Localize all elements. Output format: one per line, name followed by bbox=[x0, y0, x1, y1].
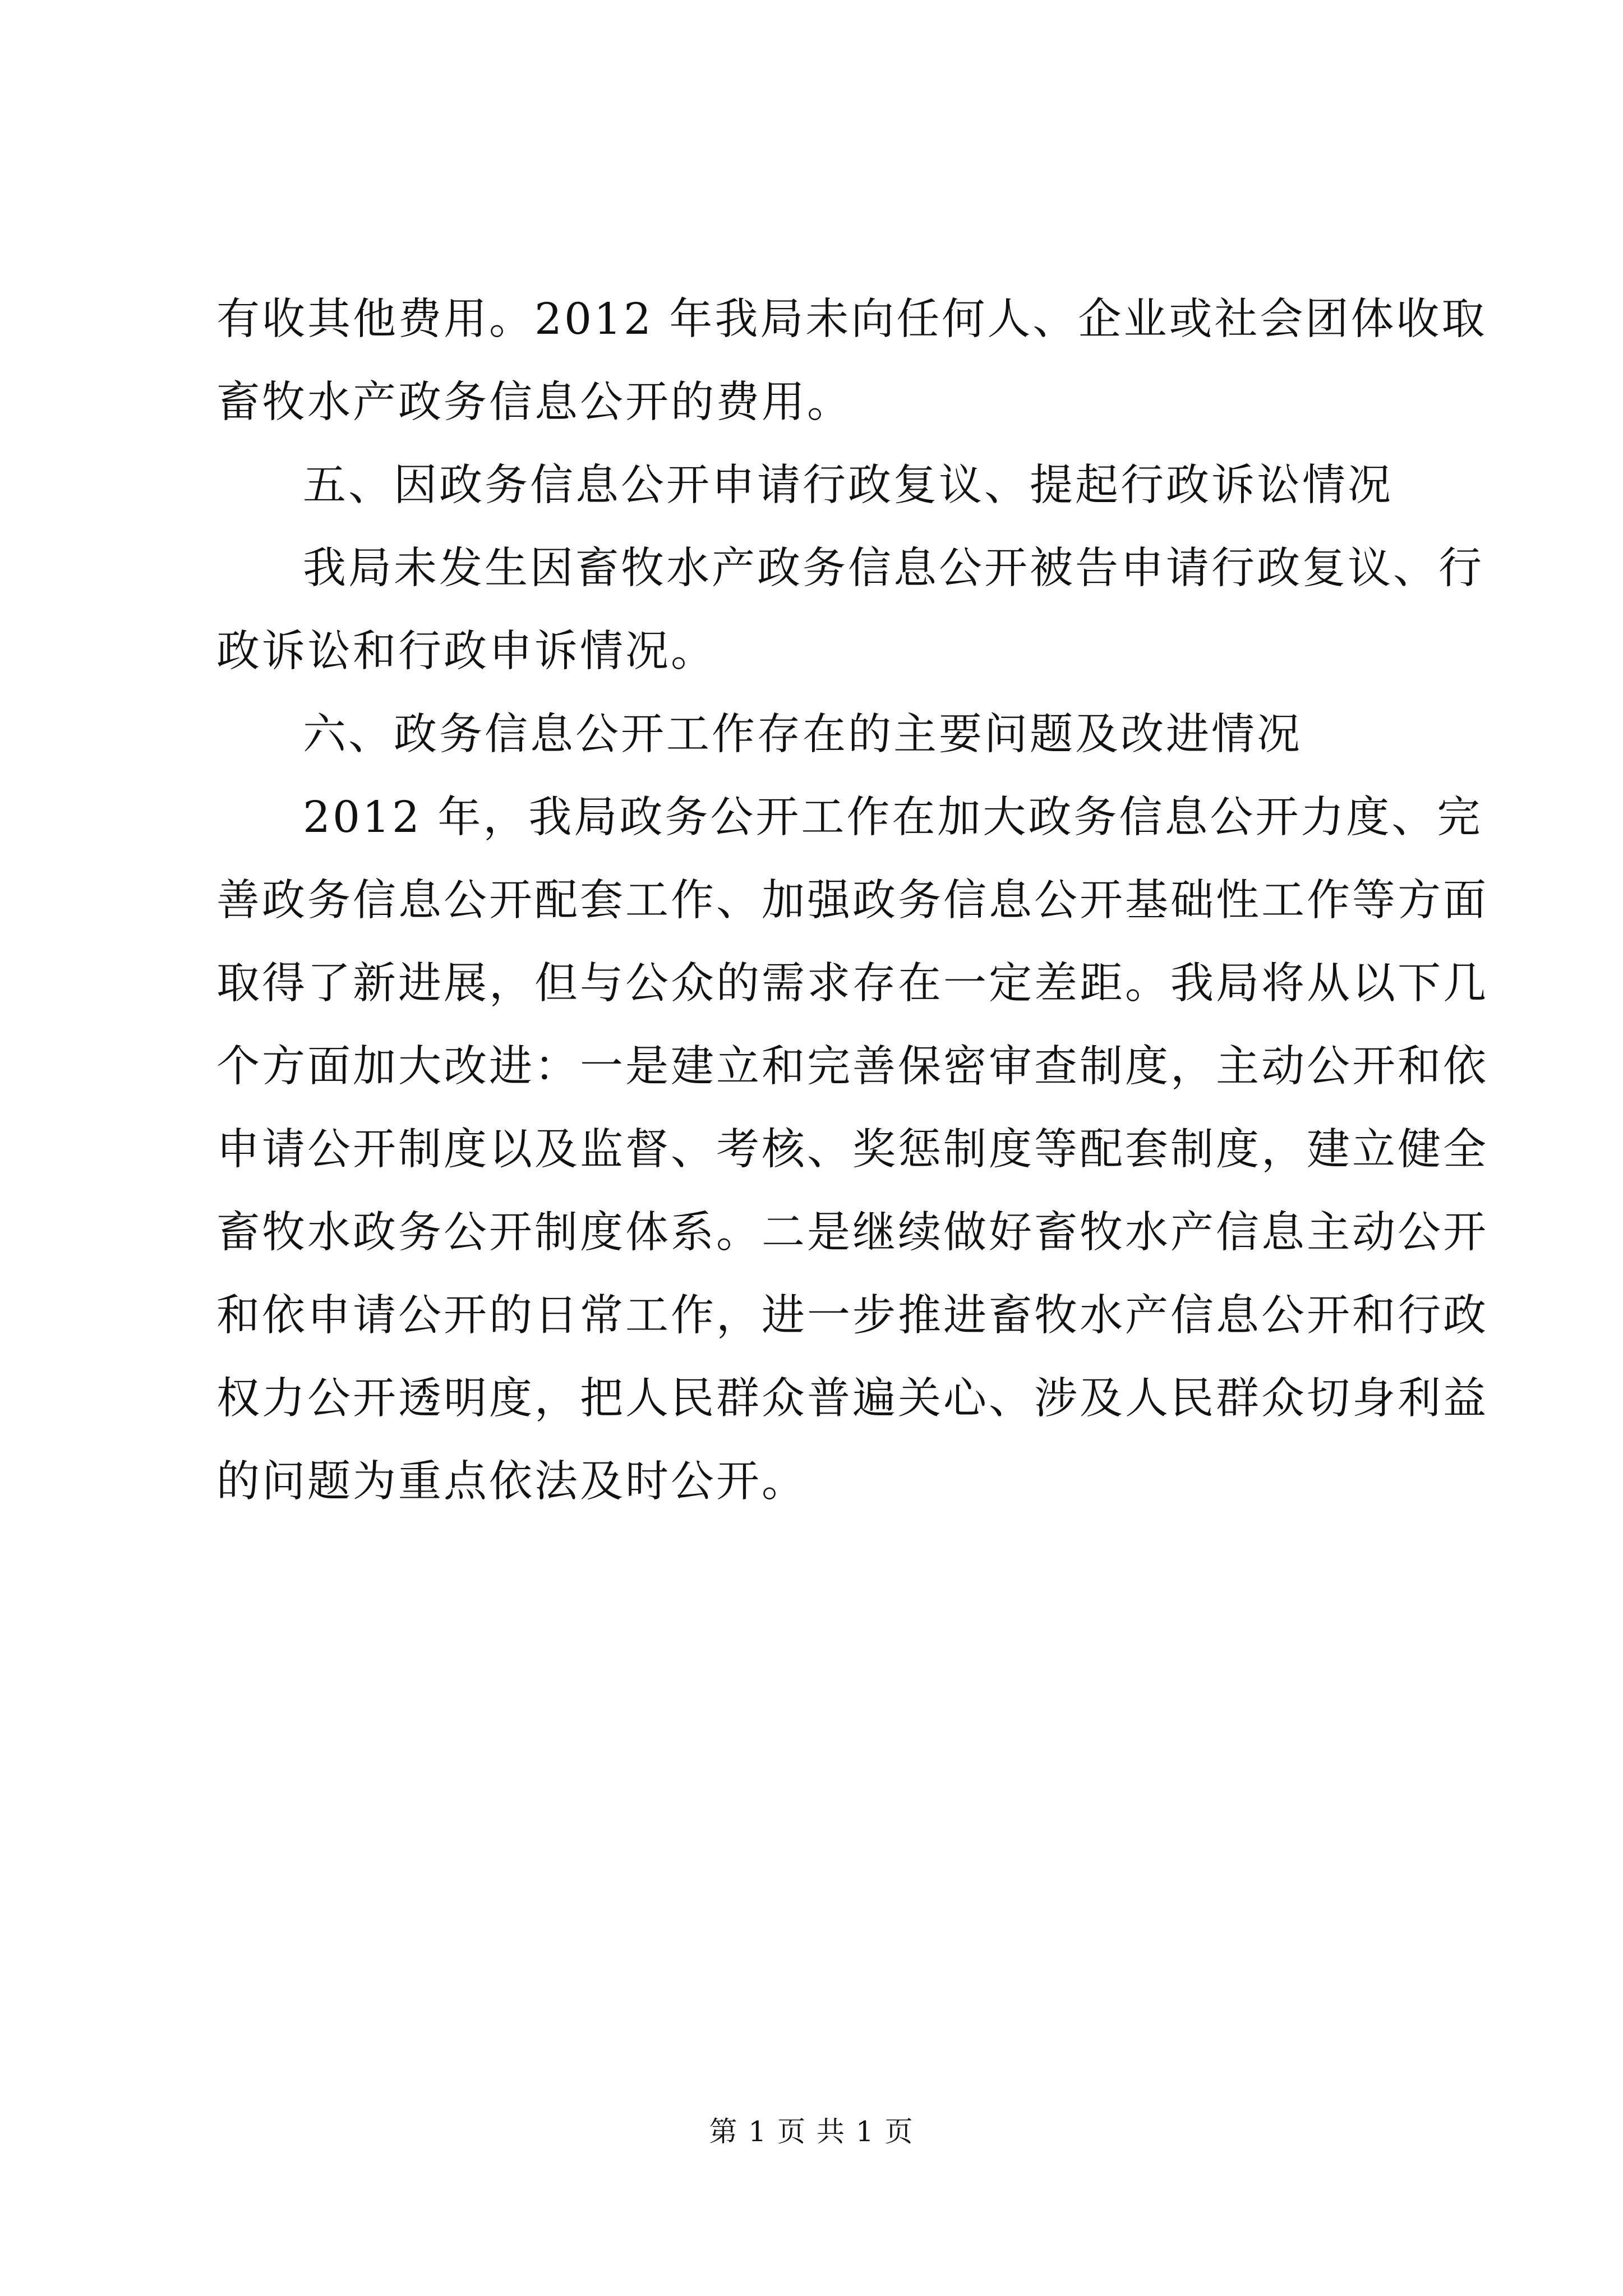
section-heading: 六、政务信息公开工作存在的主要问题及改进情况 bbox=[303, 710, 1302, 760]
body-line: 我局未发生因畜牧水产政务信息公开被告申请行政复议、行 bbox=[303, 544, 1484, 593]
body-line: 权力公开透明度，把人民群众普遍关心、涉及人民群众切身利益 bbox=[216, 1374, 1488, 1424]
body-line: 的问题为重点依法及时公开。 bbox=[216, 1457, 807, 1507]
body-line: 善政务信息公开配套工作、加强政务信息公开基础性工作等方面 bbox=[216, 876, 1488, 926]
body-line: 和依申请公开的日常工作，进一步推进畜牧水产信息公开和行政 bbox=[216, 1291, 1488, 1341]
body-line: 有收其他费用。2012 年我局未向任何人、企业或社会团体收取 bbox=[216, 295, 1487, 344]
body-line: 政诉讼和行政申诉情况。 bbox=[216, 627, 716, 677]
page-number-footer: 第 1 页 共 1 页 bbox=[709, 2115, 914, 2148]
body-line: 2012 年，我局政务公开工作在加大政务信息公开力度、完 bbox=[303, 793, 1483, 843]
body-line: 个方面加大改进：一是建立和完善保密审查制度，主动公开和依 bbox=[216, 1042, 1488, 1092]
body-line: 畜牧水产政务信息公开的费用。 bbox=[216, 378, 852, 427]
section-heading: 五、因政务信息公开申请行政复议、提起行政诉讼情况 bbox=[303, 461, 1393, 510]
body-line: 申请公开制度以及监督、考核、奖惩制度等配套制度，建立健全 bbox=[216, 1125, 1488, 1175]
body-line: 取得了新进展，但与公众的需求存在一定差距。我局将从以下几 bbox=[216, 959, 1488, 1009]
body-line: 畜牧水政务公开制度体系。二是继续做好畜牧水产信息主动公开 bbox=[216, 1208, 1488, 1258]
document-body bbox=[216, 292, 1488, 1537]
